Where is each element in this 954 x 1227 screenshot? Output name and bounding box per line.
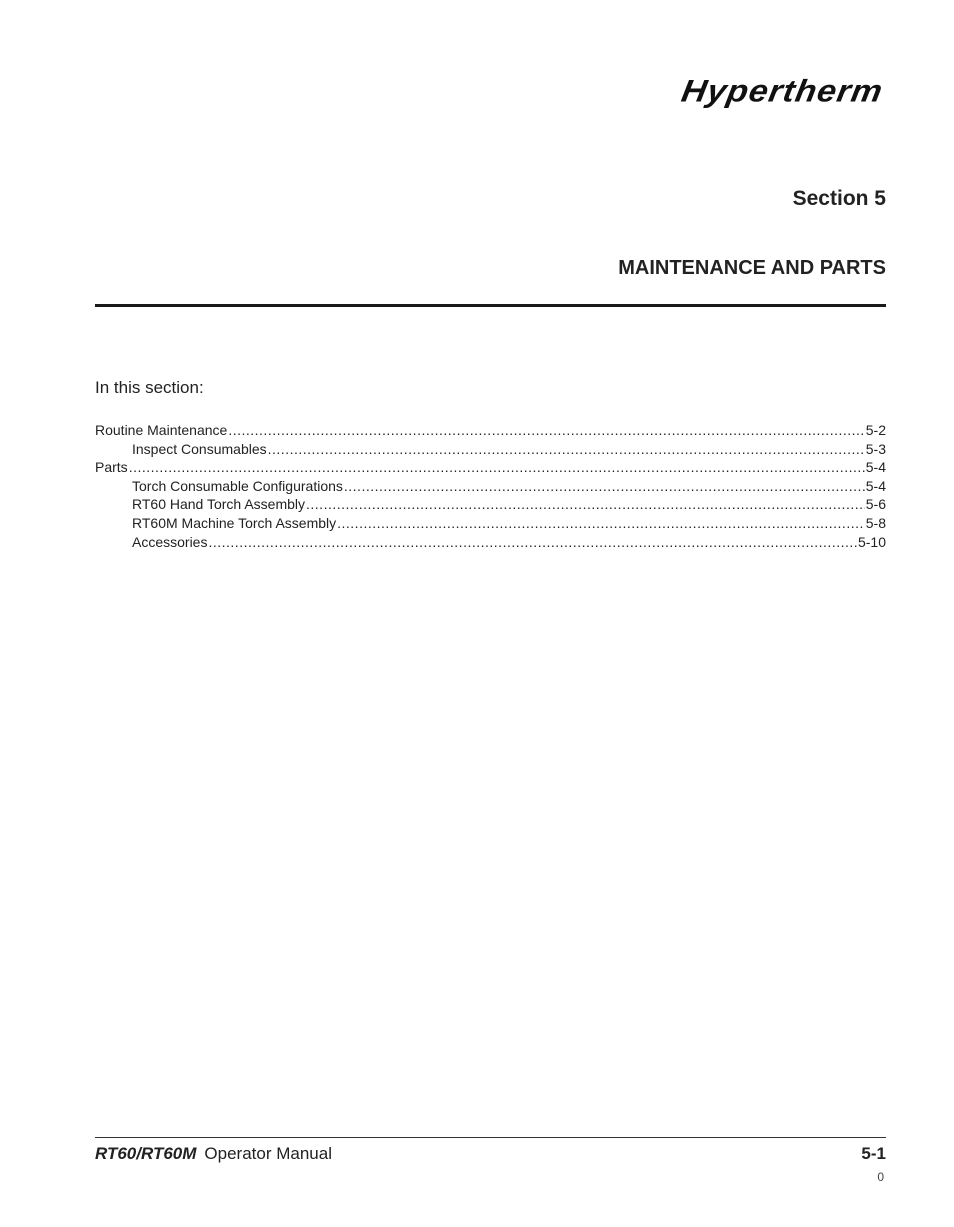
toc-entry[interactable]: [95, 495, 886, 514]
toc-entry[interactable]: [95, 440, 886, 459]
toc-leader-dots: [228, 421, 864, 440]
toc-entry[interactable]: [95, 533, 886, 552]
toc-entry-label: Accessories: [132, 533, 208, 550]
toc-entry-label: Inspect Consumables: [132, 440, 267, 457]
toc-entry-label: RT60M Machine Torch Assembly: [132, 514, 337, 531]
toc-entry-label: Routine Maintenance: [95, 422, 228, 438]
toc-leader-dots: [129, 458, 865, 477]
toc-entry-label: Torch Consumable Configurations: [132, 477, 343, 494]
toc-leader-dots: [306, 495, 865, 514]
footer-model: RT60/RT60M: [95, 1144, 197, 1163]
toc-entry[interactable]: [95, 514, 886, 533]
hypertherm-logo: Hypertherm: [678, 74, 886, 109]
toc-leader-dots: [208, 533, 857, 552]
revision-number: 0: [877, 1170, 884, 1184]
toc-leader-dots: [337, 514, 865, 533]
footer-manual-name: Operator Manual: [204, 1144, 332, 1163]
toc-entry[interactable]: [95, 458, 886, 477]
toc-leader-dots: [268, 440, 865, 459]
footer-manual-title: [95, 1144, 332, 1164]
footer-divider: [95, 1137, 886, 1138]
toc-entry-page: 5-4: [865, 459, 886, 476]
toc-entry-page: 5-8: [865, 514, 886, 531]
toc-entry-page: 5-4: [865, 477, 886, 494]
toc-entry-label: Parts: [95, 459, 128, 476]
toc-entry-page: 5-10: [857, 533, 886, 550]
table-of-contents: [95, 421, 886, 551]
header-divider: [95, 304, 886, 307]
intro-heading: In this section:: [95, 378, 204, 397]
section-title: MAINTENANCE AND PARTS: [618, 257, 886, 279]
section-number: Section 5: [792, 187, 886, 210]
toc-leader-dots: [344, 477, 865, 496]
toc-entry[interactable]: [95, 421, 886, 440]
toc-entry-label: RT60 Hand Torch Assembly: [132, 496, 306, 513]
page-number: 5-1: [861, 1144, 886, 1163]
toc-entry-page: 5-2: [865, 422, 886, 438]
toc-entry-page: 5-6: [865, 496, 886, 513]
toc-entry-page: 5-3: [865, 440, 886, 457]
toc-entry[interactable]: [95, 477, 886, 496]
